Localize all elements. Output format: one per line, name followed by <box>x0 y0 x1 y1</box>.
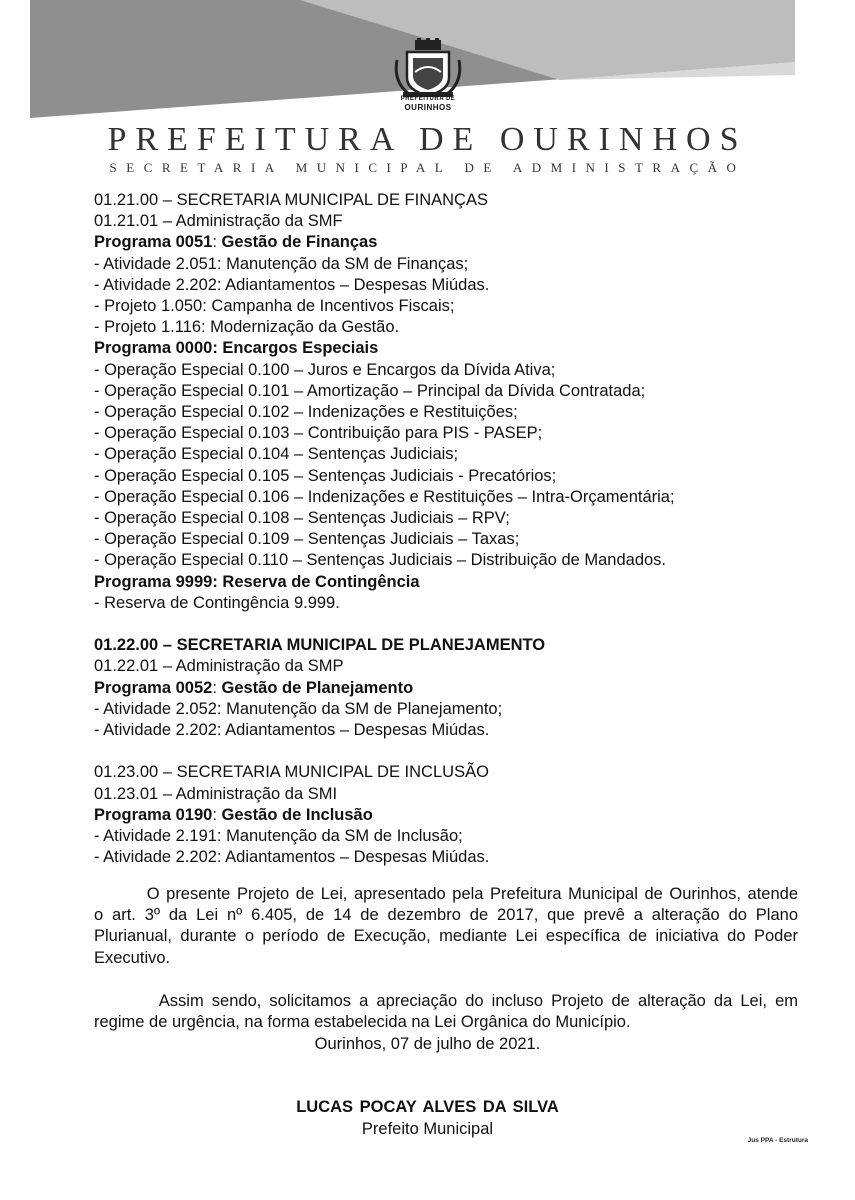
section-finance-heading: 01.21.00 – SECRETARIA MUNICIPAL DE FINANÇAS <box>94 191 488 209</box>
paragraph-line-text: Assim sendo, solicitamos a apreciação do incluso Projeto de alteração da Lei, em <box>158 992 798 1010</box>
program-name: Gestão de Inclusão <box>221 805 373 824</box>
list-item: - Operação Especial 0.105 – Sentenças Judiciais - Precatórios; <box>94 466 557 485</box>
program-label: Programa 0190 <box>94 805 213 824</box>
paragraph-line-text: O presente Projeto de Lei, apresentado pela Prefeitura Municipal de Ourinhos, atende <box>146 885 798 903</box>
list-item: - Operação Especial 0.110 – Sentenças Judiciais – Distribuição de Mandados. <box>94 551 667 570</box>
signatory-role: Prefeito Municipal <box>361 1120 494 1138</box>
program-0051-heading <box>94 232 774 253</box>
list-item: - Projeto 1.050: Campanha de Incentivos Fiscais; <box>94 297 455 316</box>
page-title: PREFEITURA DE OURINHOS <box>107 121 748 158</box>
section-finance-unit: 01.21.01 – Administração da SMF <box>94 212 343 231</box>
list-item: - Operação Especial 0.108 – Sentenças Judiciais – RPV; <box>94 509 510 528</box>
program-name: Gestão de Finanças <box>221 233 378 252</box>
section-planning-unit: 01.22.01 – Administração da SMP <box>94 657 344 676</box>
list-item: - Operação Especial 0.104 – Sentenças Judiciais; <box>94 445 459 464</box>
list-item: - Operação Especial 0.106 – Indenizações e Restituições – Intra-Orçamentária; <box>94 487 675 506</box>
list-item: - Operação Especial 0.101 – Amortização – Principal da Dívida Contratada; <box>94 381 646 400</box>
list-item: - Atividade 2.191: Manutenção da SM de Inclusão; <box>94 827 463 846</box>
program-separator: : <box>212 233 222 252</box>
document-body <box>94 190 774 868</box>
spacer <box>94 741 774 762</box>
section-inclusion-unit: 01.23.01 – Administração da SMI <box>94 784 338 803</box>
list-item: - Atividade 2.051: Manutenção da SM de Finanças; <box>94 254 469 273</box>
program-name: Gestão de Planejamento <box>221 678 414 697</box>
program-9999-heading: Programa 9999: Reserva de Contingência <box>94 572 420 591</box>
spacer <box>94 614 774 635</box>
crest-caption-bottom: OURINHOS <box>404 103 452 112</box>
program-label: Programa 0052 <box>94 678 213 697</box>
page-subtitle: SECRETARIA MUNICIPAL DE ADMINISTRAÇÃO <box>109 160 746 175</box>
list-item: - Operação Especial 0.100 – Juros e Encargos da Dívida Ativa; <box>94 360 556 379</box>
paragraph-request <box>94 991 798 1033</box>
list-item: - Atividade 2.052: Manutenção da SM de Planejamento; <box>94 699 503 718</box>
paragraph-line: Executivo. <box>94 948 171 967</box>
program-0000-heading: Programa 0000: Encargos Especiais <box>94 339 379 358</box>
program-separator: : <box>212 805 222 824</box>
program-0190-heading <box>94 805 774 826</box>
paragraph-line: Plurianual, durante o período de Execução, mediante Lei específica de iniciativa do Poder <box>94 927 798 946</box>
list-item: - Atividade 2.202: Adiantamentos – Despesas Miúdas. <box>94 275 490 294</box>
list-item: - Projeto 1.116: Modernização da Gestão. <box>94 318 400 337</box>
paragraph-line <box>94 991 798 1012</box>
paragraph-line <box>94 884 798 905</box>
list-item: - Operação Especial 0.109 – Sentenças Judiciais – Taxas; <box>94 530 520 549</box>
list-item: - Atividade 2.202: Adiantamentos – Despesas Miúdas. <box>94 721 490 740</box>
program-label: Programa 0051 <box>94 233 213 252</box>
list-item: - Operação Especial 0.102 – Indenizações e Restituições; <box>94 403 518 422</box>
date-line: Ourinhos, 07 de julho de 2021. <box>314 1035 541 1053</box>
list-item: - Reserva de Contingência 9.999. <box>94 593 340 612</box>
program-separator: : <box>212 678 222 697</box>
crest-caption-top: PREFEITURA DE <box>400 96 456 102</box>
program-0052-heading <box>94 678 774 699</box>
paragraph-line: regime de urgência, na forma estabelecida na Lei Orgânica do Município. <box>94 1013 631 1032</box>
crest-caption <box>380 96 476 112</box>
paragraph-line: o art. 3º da Lei nº 6.405, de 14 de dezembro de 2017, que prevê a alteração do Plano <box>94 906 798 925</box>
paragraph-justification <box>94 884 798 969</box>
signatory-name: LUCAS POCAY ALVES DA SILVA <box>296 1098 559 1116</box>
footnote: Jus PPA - Estrutura <box>747 1137 808 1144</box>
list-item: - Operação Especial 0.103 – Contribuição para PIS - PASEP; <box>94 424 543 443</box>
section-planning-heading: 01.22.00 – SECRETARIA MUNICIPAL DE PLANEJAMENTO <box>94 636 546 655</box>
list-item: - Atividade 2.202: Adiantamentos – Despesas Miúdas. <box>94 848 490 867</box>
section-inclusion-heading: 01.23.00 – SECRETARIA MUNICIPAL DE INCLUSÃO <box>94 763 489 782</box>
